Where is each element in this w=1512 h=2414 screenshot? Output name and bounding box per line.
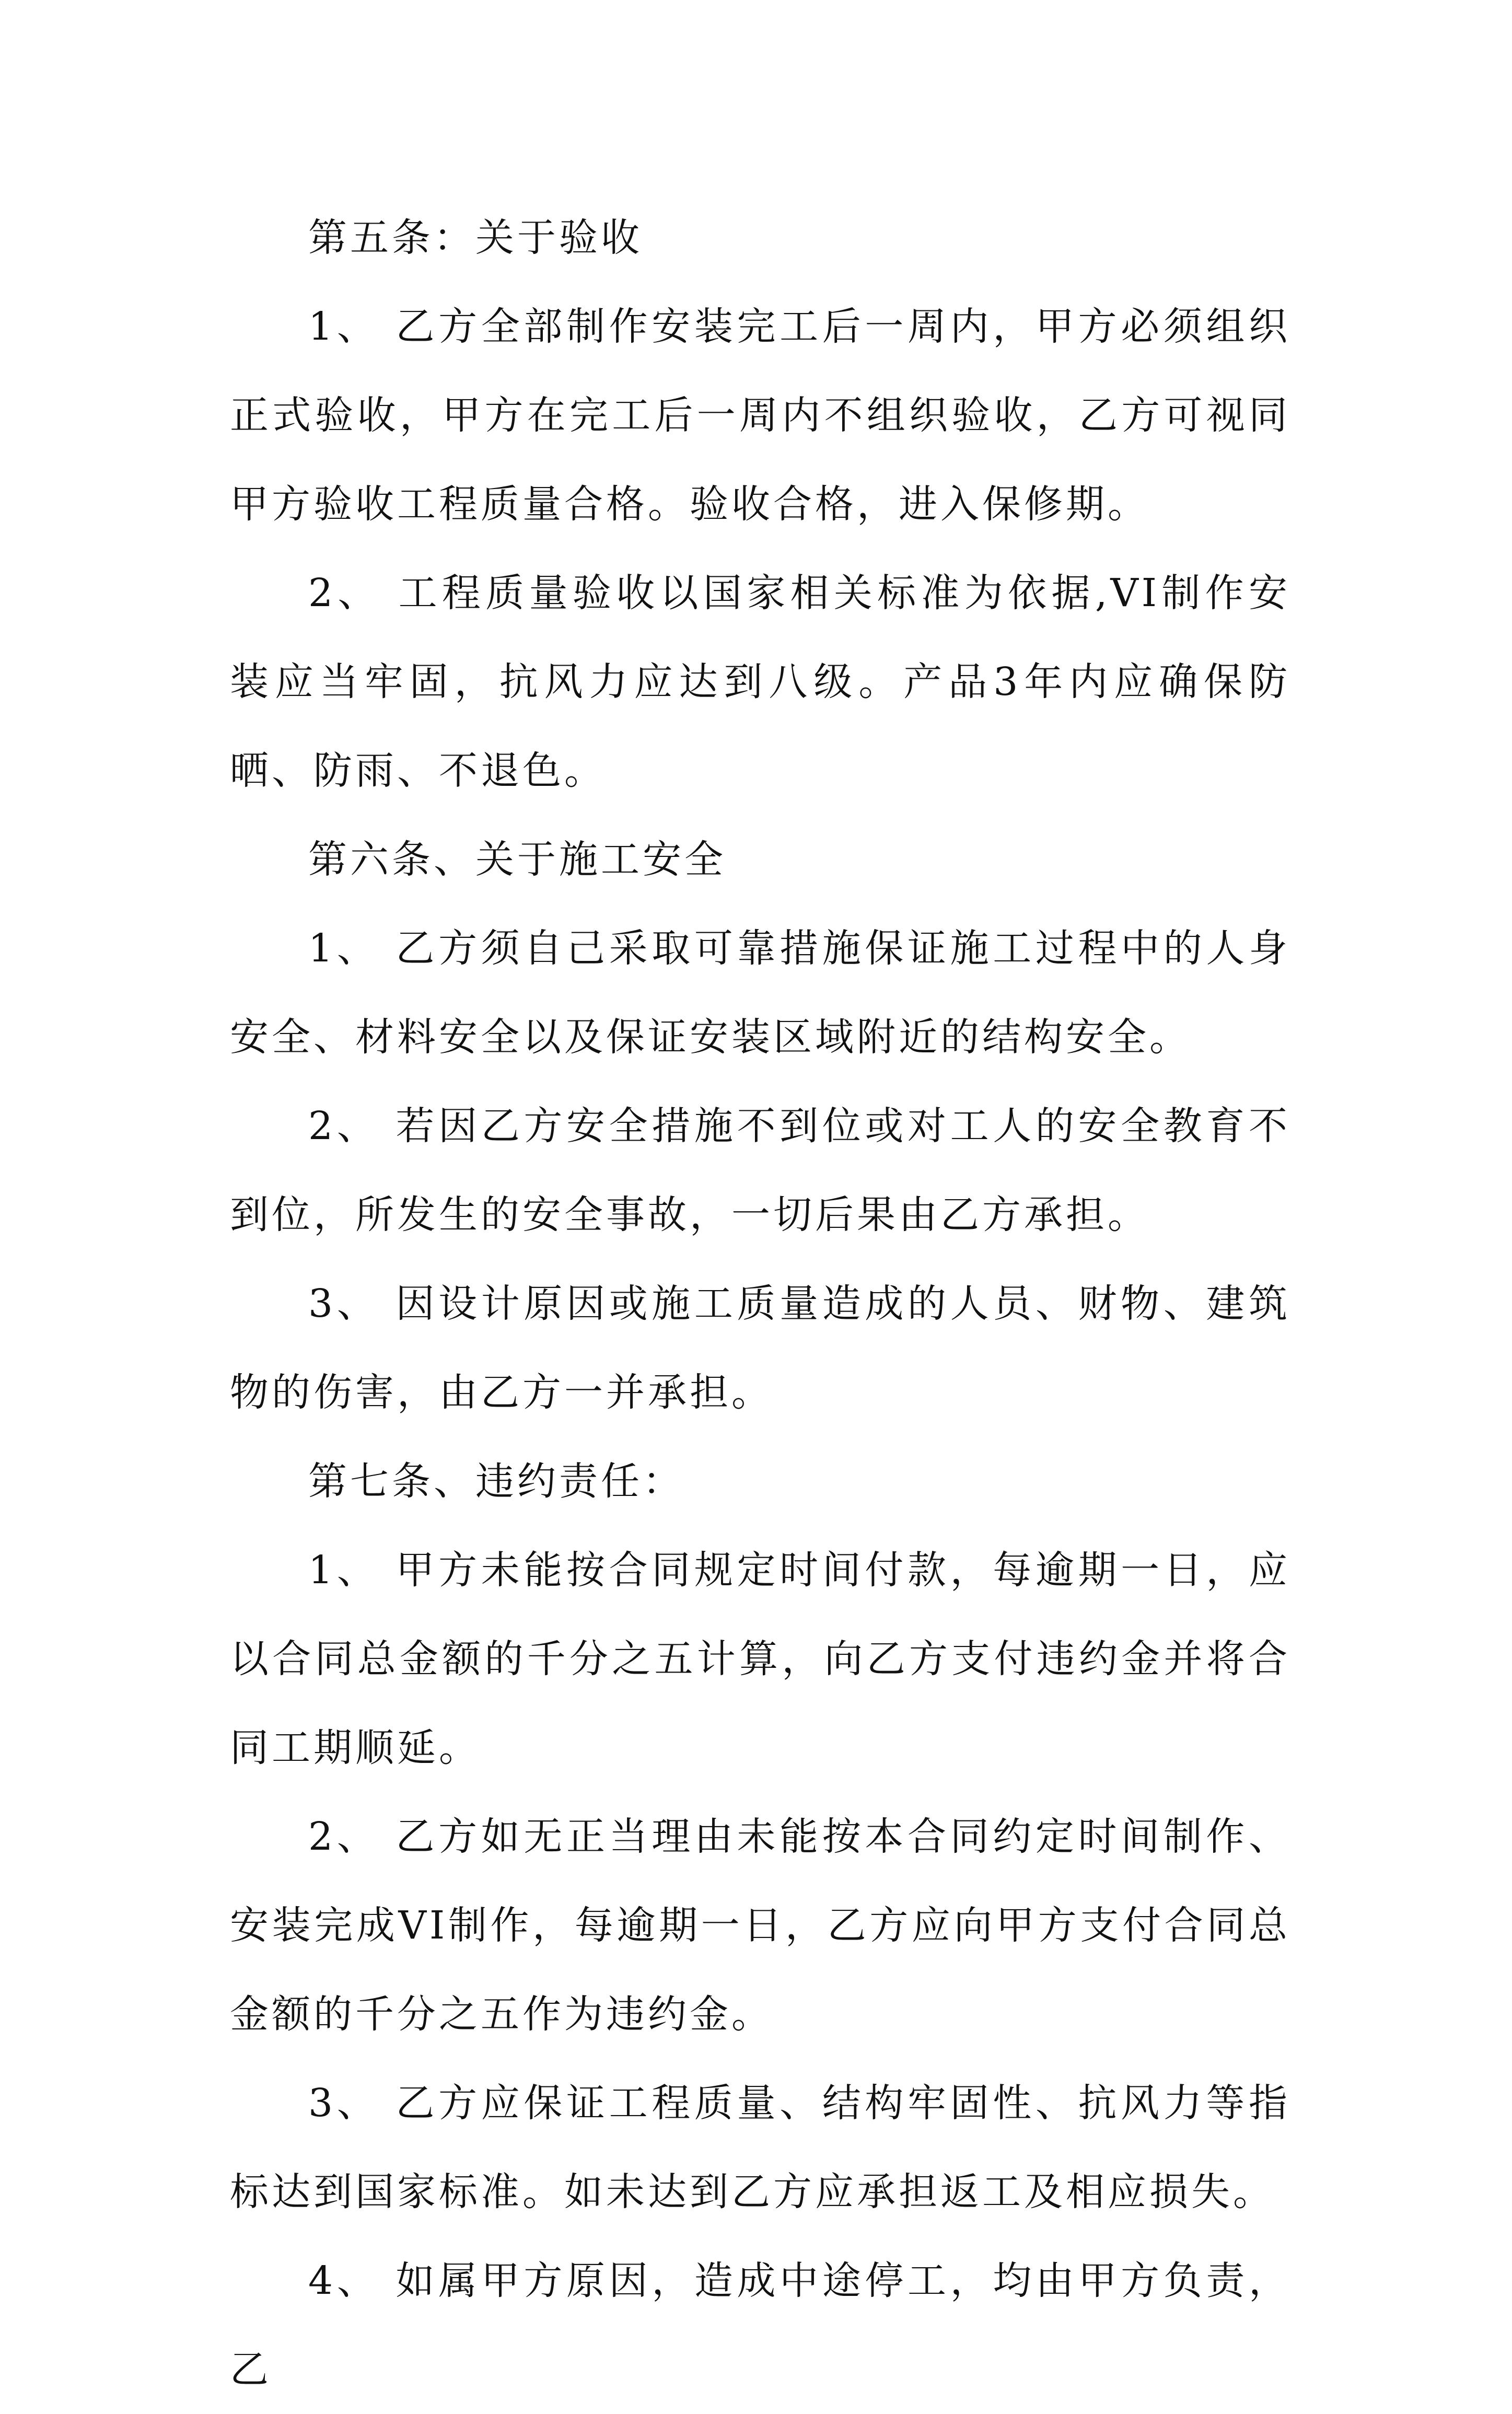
paragraph-article-5-item-2: 2、 工程质量验收以国家相关标准为依据,VI制作安装应当牢固，抗风力应达到八级。产品3年内应确保防晒、防雨、不退色。 [230, 571, 1290, 793]
paragraph-article-5-item-1: 1、 乙方全部制作安装完工后一周内，甲方必须组织正式验收，甲方在完工后一周内不组织验收，乙方可视同甲方验收工程质量合格。验收合格，进入保修期。 [230, 304, 1290, 527]
paragraph-article-7-item-1: 1、 甲方未能按合同规定时间付款，每逾期一日，应以合同总金额的千分之五计算，向乙方支付违约金并将合同工期顺延。 [230, 1548, 1290, 1770]
paragraph-article-6-item-3: 3、 因设计原因或施工质量造成的人员、财物、建筑物的伤害，由乙方一并承担。 [230, 1281, 1290, 1415]
paragraph-article-7-item-2: 2、 乙方如无正当理由未能按本合同约定时间制作、安装完成VI制作，每逾期一日，乙方应向甲方支付合同总金额的千分之五作为违约金。 [230, 1814, 1290, 2037]
document-body [230, 193, 1290, 2414]
paragraph-article-7-item-4: 4、 如属甲方原因，造成中途停工，均由甲方负责，乙 [230, 2258, 1290, 2392]
section-heading-article-6: 第六条、关于施工安全 [308, 837, 726, 882]
paragraph-article-6-item-2: 2、 若因乙方安全措施不到位或对工人的安全教育不到位，所发生的安全事故，一切后果由乙方承担。 [230, 1104, 1290, 1237]
paragraph-article-7-item-3: 3、 乙方应保证工程质量、结构牢固性、抗风力等指标达到国家标准。如未达到乙方应承担返工及相应损失。 [230, 2081, 1290, 2214]
paragraph-article-6-item-1: 1、 乙方须自己采取可靠措施保证施工过程中的人身安全、材料安全以及保证安装区域附近的结构安全。 [230, 926, 1290, 1060]
section-heading-article-7: 第七条、违约责任： [308, 1459, 684, 1504]
section-heading-article-5: 第五条：关于验收 [308, 215, 643, 260]
